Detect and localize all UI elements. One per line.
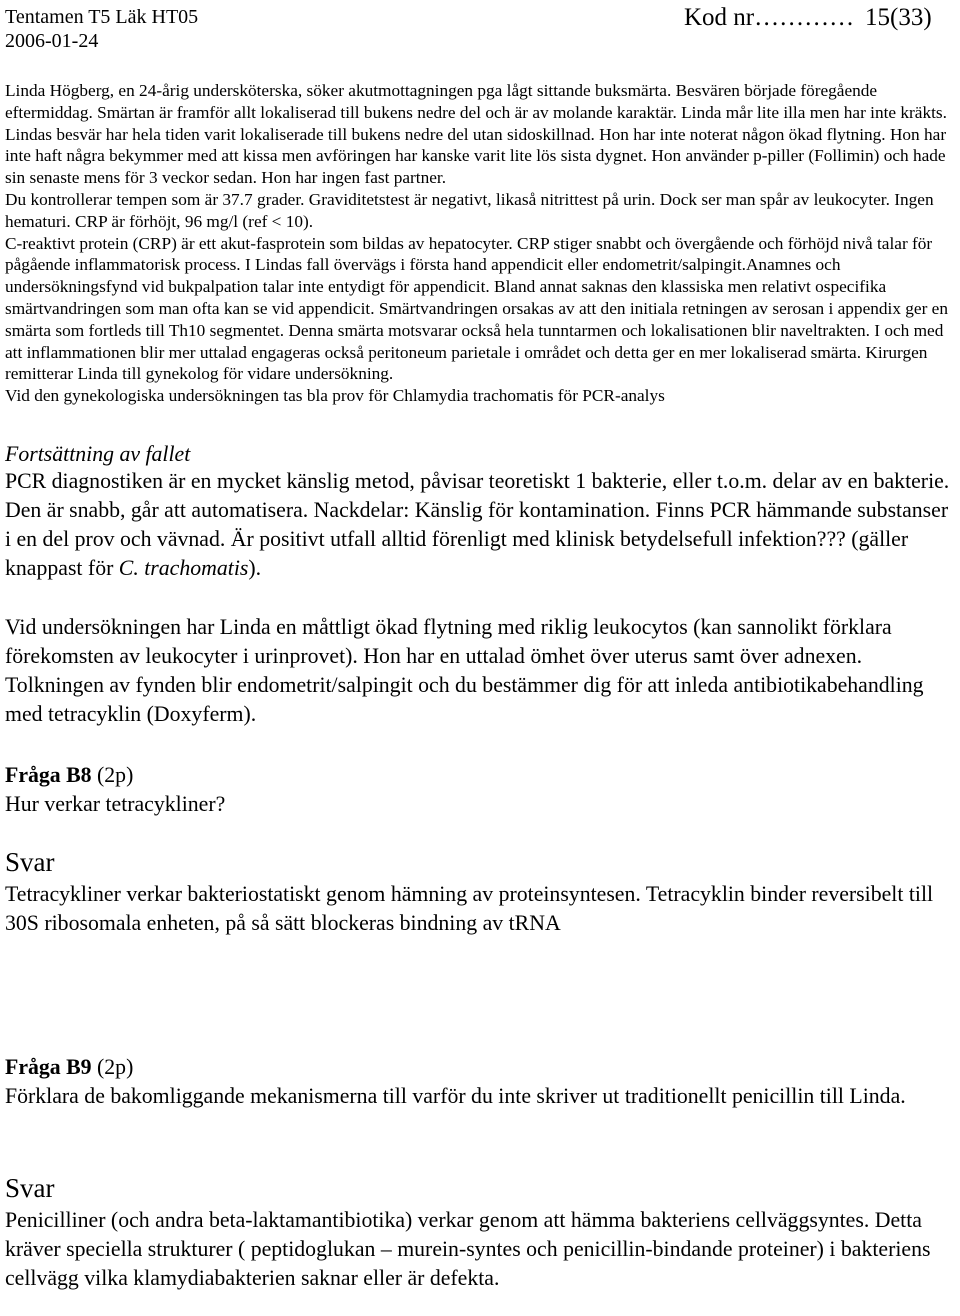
exam-date: 2006-01-24 <box>5 30 99 52</box>
answer-heading: Svar <box>5 1173 55 1203</box>
case-paragraph: C-reaktivt protein (CRP) är ett akut-fasprotein som bildas av hepatocyter. CRP stiger snabbt och övergående och förhöjd nivå talar för pågående inflammatorisk process. I Lindas fall övervägs i första hand appendicit eller endometrit/salpingit.Anamnes och undersökningsfynd vid bukpalpation talar inte entydigt för appendicit. Bland annat saknas den klassiska men relativt ospecifika smärtvandringen som man ofta kan se vid appendicit. Smärtvandringen orsakas av att den initiala retningen av serosan i appendix ger en smärta som fortleds till Th10 segmentet. Denna smärta motsvarar också hela tunntarmen och lokalisationen blir naveltrakten. I och med att inflammationen blir mer uttalad engageras också peritoneum parietale i området och detta ger en mer lokaliserad smärta. Kirurgen remitterar Linda till gynekolog för vidare undersökning. <box>5 233 948 384</box>
pcr-end: ). <box>248 556 262 580</box>
exam-paragraph: Vid undersökningen har Linda en måttligt ökad flytning med riklig leukocytos (kan sannolikt förklara förekomsten av leukocyter i urinprovet). Hon har en uttalad ömhet över uterus samt över adnexen. Tolkningen av fynden blir endometrit/salpingit och du bestämmer dig för att inleda antibiotikabehandling med tetracyklin (Doxyferm). <box>5 615 924 726</box>
question-points: (2p) <box>91 763 134 787</box>
case-paragraph: Linda Högberg, en 24-årig undersköterska, söker akutmottagningen pga lågt sittande buksmärta. Besvären började föregående eftermiddag. Smärtan är framför allt lokaliserad till bukens nedre del och är av molande karaktär. Linda mår lite illa men har inte kräkts. Lindas besvär har hela tiden varit lokaliserade till bukens nedre del utan sidoskillnad. Hon har inte noterat någon ökad flytning. Hon har inte haft några bekymmer med att kissa men avföringen har kanske varit lite lös sista dygnet. Hon använder p-piller (Follimin) och hade sin senaste mens för 3 veckor sedan. Hon har ingen fast partner. <box>5 81 947 188</box>
answer-b8 <box>5 847 958 938</box>
exam-title: Tentamen T5 Läk HT05 <box>5 6 199 28</box>
question-text: Förklara de bakomliggande mekanismerna till varför du inte skriver ut traditionellt penicillin till Linda. <box>5 1084 906 1108</box>
answer-heading: Svar <box>5 847 55 877</box>
pcr-paragraph <box>5 467 958 583</box>
continuation-heading: Fortsättning av fallet <box>5 442 191 466</box>
question-b9 <box>5 1053 958 1111</box>
question-label: Fråga B8 <box>5 763 92 787</box>
answer-text: Tetracykliner verkar bakteriostatiskt genom hämning av proteinsyntesen. Tetracyklin binder reversibelt till 30S ribosomala enheten, på så sätt blockeras bindning av tRNA <box>5 882 934 935</box>
case-paragraph: Vid den gynekologiska undersökningen tas bla prov för Chlamydia trachomatis för PCR-analys <box>5 386 665 406</box>
question-label: Fråga B9 <box>5 1055 92 1079</box>
answer-text: Penicilliner (och andra beta-laktamantibiotika) verkar genom att hämma bakteriens cellväggsyntes. Detta kräver speciella strukturer ( peptidoglukan – murein-syntes och penicillin-bindande proteiner) i bakteriens cellvägg vilka klamydiabakterien saknar eller är defekta. <box>5 1208 931 1290</box>
question-points: (2p) <box>91 1055 134 1079</box>
question-text: Hur verkar tetracykliner? <box>5 792 226 816</box>
answer-b9 <box>5 1173 958 1293</box>
question-b8 <box>5 761 958 819</box>
page-number: 15(33) <box>865 4 932 31</box>
case-description <box>5 80 958 407</box>
pcr-organism: C. trachomatis <box>118 556 249 580</box>
pcr-text: PCR diagnostiken är en mycket känslig metod, påvisar teoretiskt 1 bakterie, eller t.o.m. delar av en bakterie. Den är snabb, går att automatisera. Nackdelar: Känslig för kontamination. Finns PCR hämmande substanser i en del prov och vävnad. Är positivt utfall alltid förenligt med klinisk betydelsefull infektion??? (gäller knappast för <box>5 469 950 580</box>
case-paragraph: Du kontrollerar tempen som är 37.7 grader. Graviditetstest är negativt, likaså nitrittest på urin. Dock ser man spår av leukocyter. Ingen hematuri. CRP är förhöjt, 96 mg/l (ref < 10). <box>5 189 934 231</box>
code-number-field: Kod nr………… <box>684 4 855 31</box>
